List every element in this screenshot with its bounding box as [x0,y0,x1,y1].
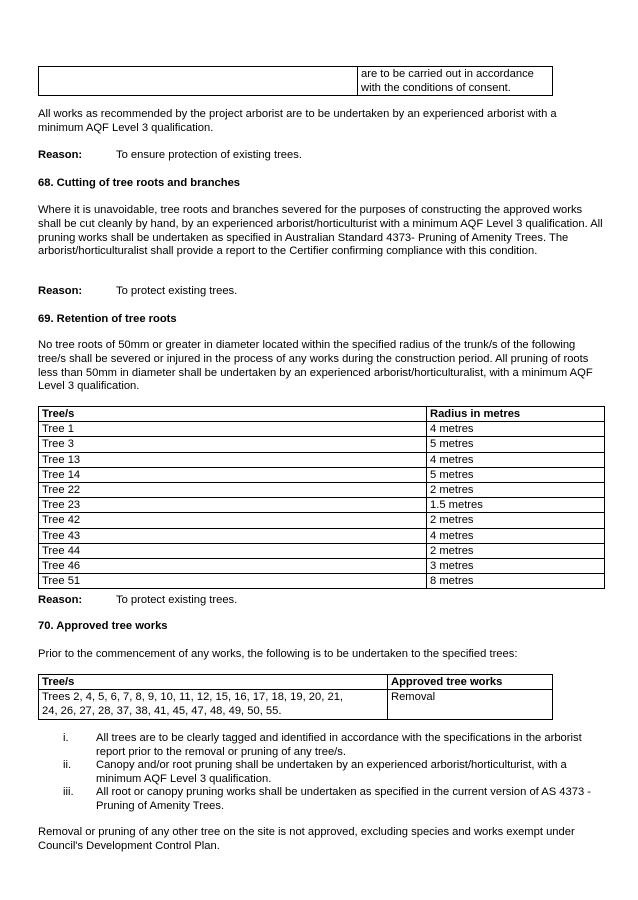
radius-cell: 2 metres [427,543,605,558]
section-68-heading: 68. Cutting of tree roots and branches [38,177,241,189]
top-table-right-line2: with the conditions of consent. [361,82,511,95]
radius-cell: 8 metres [427,574,605,589]
approved-works-trees-cell [39,690,388,719]
reason-text-3: To protect existing trees. [116,594,238,606]
reason-label-3: Reason: [38,594,83,606]
table-row [39,559,605,574]
tree-radius-header-radius: Radius in metres [427,407,605,422]
radius-cell: 4 metres [427,528,605,543]
table-row [39,690,553,719]
tree-radius-header-tree: Tree/s [39,407,427,422]
radius-cell: 2 metres [427,483,605,498]
trees-line-1: Trees 2, 4, 5, 6, 7, 8, 9, 10, 11, 12, 15, 16, 17, 18, 19, 20, 21, [42,691,344,704]
top-continuation-table [38,66,553,96]
tree-cell: Tree 3 [39,437,427,452]
list-item: Canopy and/or root pruning shall be undertaken by an experienced arborist/horticulturist, with a minimum AQF Level 3 qualification. [96,759,567,785]
table-row [39,528,605,543]
table-row [39,437,605,452]
table-row [39,498,605,513]
list-item-number: iii. [63,786,74,798]
table-row [39,543,605,558]
reason-text-2: To protect existing trees. [116,285,238,297]
section-70-closing: Removal or pruning of any other tree on the site is not approved, excluding species and works exempt under Council's Development Control Plan. [38,826,575,852]
table-row [39,452,605,467]
radius-cell: 5 metres [427,467,605,482]
approved-works-action-cell: Removal [388,690,553,719]
radius-cell: 5 metres [427,437,605,452]
section-70-heading: 70. Approved tree works [38,620,168,632]
tree-cell: Tree 22 [39,483,427,498]
tree-cell: Tree 42 [39,513,427,528]
radius-cell: 4 metres [427,452,605,467]
tree-cell: Tree 51 [39,574,427,589]
tree-cell: Tree 23 [39,498,427,513]
section-68-body: Where it is unavoidable, tree roots and branches severed for the purposes of constructing the approved works shall be cut cleanly by hand, by an experienced arborist/horticulturist with a minimum AQF Level 3 qualification. All pruning works shall be undertaken as specified in Australian Standard 4373- Pruning of Amenity Trees. The arborist/horticulturalist shall provide a report to the Certifier confirming compliance with this condition. [38,204,603,258]
section-69-body: No tree roots of 50mm or greater in diameter located within the specified radius of the trunk/s of the following tree/s shall be severed or injured in the process of any works during the construction period. All pruning of roots less than 50mm in diameter shall be undertaken by an experienced arborist/horticulturalist, with a minimum AQF Level 3 qualification. [38,339,593,393]
tree-cell: Tree 46 [39,559,427,574]
reason-text-1: To ensure protection of existing trees. [116,149,302,161]
tree-cell: Tree 1 [39,422,427,437]
radius-cell: 3 metres [427,559,605,574]
top-table-left-cell [39,67,358,96]
section-70-intro: Prior to the commencement of any works, the following is to be undertaken to the specified trees: [38,648,518,660]
table-row [39,467,605,482]
radius-cell: 4 metres [427,422,605,437]
table-row [39,422,605,437]
top-table-right-cell [358,67,553,96]
radius-cell: 2 metres [427,513,605,528]
tree-radius-table [38,406,605,589]
reason-label-2: Reason: [38,285,83,297]
list-item: All trees are to be clearly tagged and identified in accordance with the specifications in the arborist report prior to the removal or pruning of any tree/s. [96,732,582,758]
list-item: All root or canopy pruning works shall be undertaken as specified in the current version of AS 4373 - Pruning of Amenity Trees. [96,786,592,812]
top-table-right-line1: are to be carried out in accordance [361,68,534,80]
approved-works-header-row [39,675,553,690]
section-69-heading: 69. Retention of tree roots [38,313,177,325]
tree-radius-header-row [39,407,605,422]
trees-line-2: 24, 26, 27, 28, 37, 38, 41, 45, 47, 48, 49, 50, 55. [42,705,282,718]
radius-cell: 1.5 metres [427,498,605,513]
tree-cell: Tree 44 [39,543,427,558]
approved-works-header-tree: Tree/s [39,675,388,690]
list-item-number: ii. [63,759,72,771]
table-row [39,513,605,528]
reason-label-1: Reason: [38,149,83,161]
table-row [39,574,605,589]
approved-works-table [38,674,553,720]
tree-cell: Tree 13 [39,452,427,467]
arborist-paragraph: All works as recommended by the project arborist are to be undertaken by an experienced arborist with a minimum AQF Level 3 qualification. [38,108,557,134]
table-row [39,483,605,498]
approved-works-header-works: Approved tree works [388,675,553,690]
tree-cell: Tree 43 [39,528,427,543]
tree-cell: Tree 14 [39,467,427,482]
list-item-number: i. [63,732,69,744]
